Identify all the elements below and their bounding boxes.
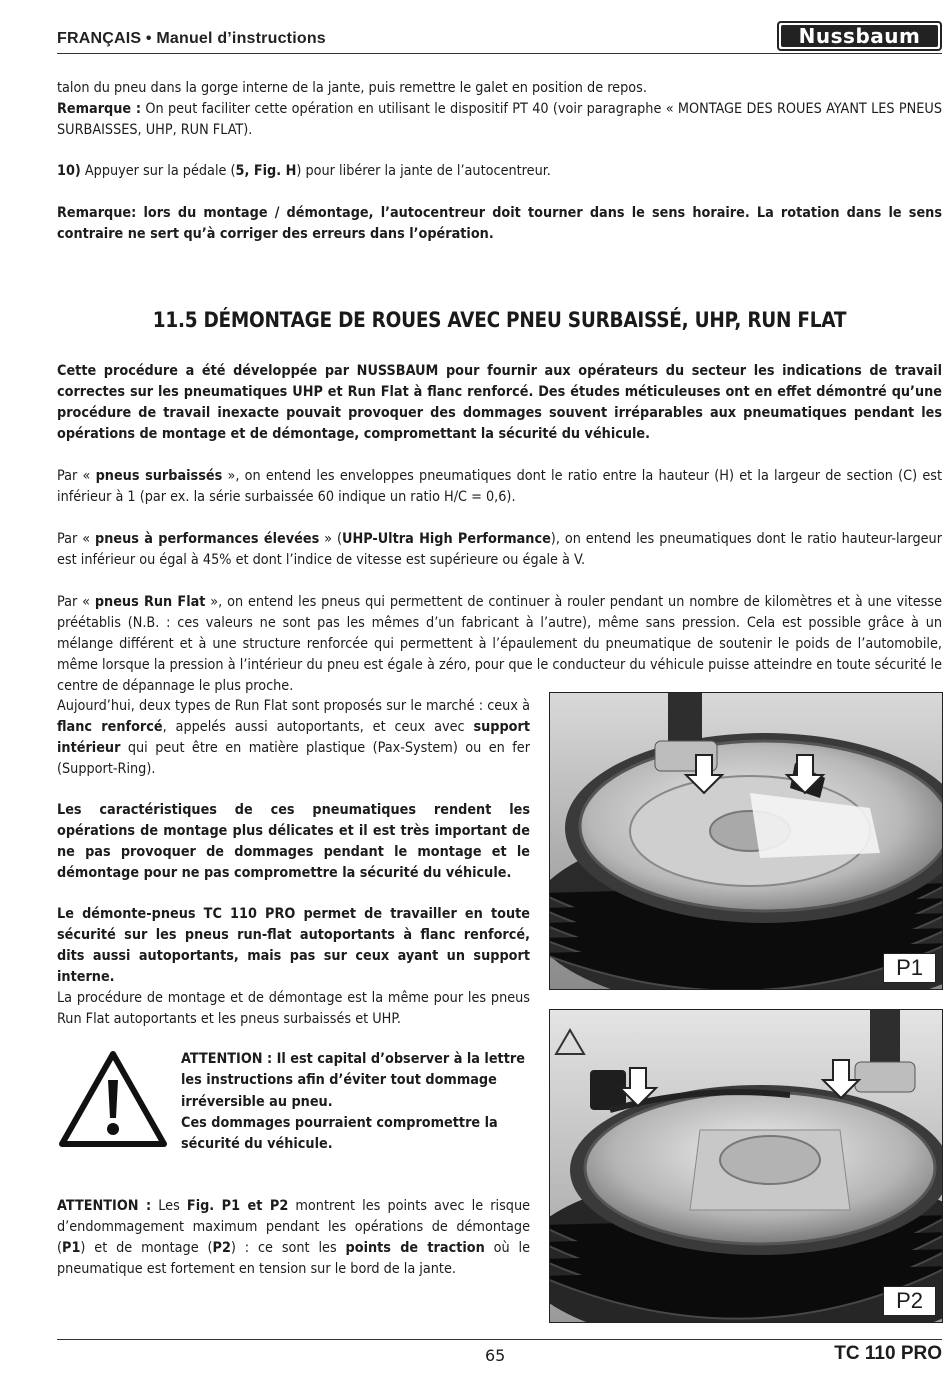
figure-p1-label: P1: [883, 953, 936, 983]
attention-paragraph: ATTENTION : Les Fig. P1 et P2 montrent les points avec le risque d’endommagement maximum pendant les opérations de démontage (P1) et de montage (P2) : ce sont les points de traction où le pneumatique est fortement en tension sur le bord de la jante.: [57, 1198, 531, 1277]
intro-paragraph: talon du pneu dans la gorge interne de la jante, puis remettre le galet en position de repos. Remarque : On peut faciliter cette opération en utilisant le dispositif PT 40 (voir paragraphe « MONTAGE DES ROUES AYANT LES PNEUS SURBAISSES, UHP, RUN FLAT).: [57, 80, 942, 138]
warning-text: ATTENTION : Il est capital d’observer à la lettre les instructions afin d’éviter tout dommage irréversible au pneu. Ces dommages pourraient compromettre la sécurité du véhicule.: [181, 1051, 525, 1153]
warning-triangle-icon: [57, 1048, 169, 1151]
header-rule: [57, 53, 942, 54]
figure-p1-photo: [549, 692, 943, 990]
figure-p2-photo: [549, 1009, 943, 1323]
definition-low-profile: Par « pneus surbaissés », on entend les enveloppes pneumatiques dont le ratio entre la hauteur (H) et la largeur de section (C) est inférieur à 1 (par ex. la série surbaissée 60 indique un ratio H/C = 0,6).: [57, 468, 942, 505]
procedure-paragraph: La procédure de montage et de démontage est la même pour les pneus Run Flat autoportants et les pneus surbaissés et UHP.: [57, 990, 530, 1027]
svg-text:Nussbaum: Nussbaum: [798, 24, 921, 48]
page-number: 65: [485, 1346, 506, 1365]
footer-model: TC 110 PRO: [834, 1343, 942, 1364]
section-intro: Cette procédure a été développée par NUSSBAUM pour fournir aux opérateurs du secteur les indications de travail correctes sur les pneumatiques UHP et Run Flat à flanc renforcé. Des études méticuleuses ont en effet démontré qu’une procédure de travail inexacte pouvait provoquer des dommages souvent irréparables aux pneumatiques pendant les opérations de montage et de démontage, compromettant la sécurité du véhicule.: [57, 363, 942, 442]
run-flat-types: Aujourd’hui, deux types de Run Flat sont proposés sur le marché : ceux à flanc renforcé, appelés aussi autoportants, et ceux avec support intérieur qui peut être en matière plastique (Pax-System) ou en fer (Support-Ring).: [57, 698, 531, 777]
section-heading: 11.5 DÉMONTAGE DE ROUES AVEC PNEU SURBAISSÉ, UHP, RUN FLAT: [152, 308, 847, 332]
remark-rotation: Remarque: lors du montage / démontage, l’autocentreur doit tourner dans le sens horaire. La rotation dans le sens contraire ne sert qu’à corriger des erreurs dans l’opération.: [57, 205, 942, 242]
definition-uhp: Par « pneus à performances élevées » (UHP-Ultra High Performance), on entend les pneumatiques dont le ratio hauteur-largeur est inférieur ou égal à 45% et dont l’indice de vitesse est supérieure ou égale à V.: [57, 531, 942, 568]
characteristics-paragraph: Les caractéristiques de ces pneumatiques rendent les opérations de montage plus délicates et il est très important de ne pas provoquer de dommages pendant le montage et le démontage pour ne pas compromettre la sécurité du véhicule.: [57, 802, 530, 881]
definition-run-flat: Par « pneus Run Flat », on entend les pneus qui permettent de continuer à rouler pendant un nombre de kilomètres et à une vitesse préétablis (N.B. : ces valeurs ne sont pas les mêmes d’un fabricant à l’autre), même sans pression. Cela est possible grâce à un mélange différent et à une structure renforcée qui permettent à l’épaulement du pneumatique de soutenir le poids de l’automobile, même lorsque la pression à l’intérieur du pneu est égale à zéro, pour que le conducteur du véhicule puisse atteindre en toute sécurité le centre de dépannage le plus proche.: [57, 594, 942, 694]
nussbaum-logo: [777, 20, 942, 52]
figure-p2-label: P2: [883, 1286, 936, 1316]
step-10: 10) Appuyer sur la pédale (5, Fig. H) pour libérer la jante de l’autocentreur.: [57, 163, 551, 179]
header-title: FRANÇAIS • Manuel d’instructions: [57, 30, 326, 47]
tc110-paragraph: Le démonte-pneus TC 110 PRO permet de travailler en toute sécurité sur les pneus run-flat autoportants à flanc renforcé, dits aussi autoportants, mais pas sur ceux ayant un support interne.: [57, 906, 530, 985]
footer-rule: [57, 1339, 942, 1340]
